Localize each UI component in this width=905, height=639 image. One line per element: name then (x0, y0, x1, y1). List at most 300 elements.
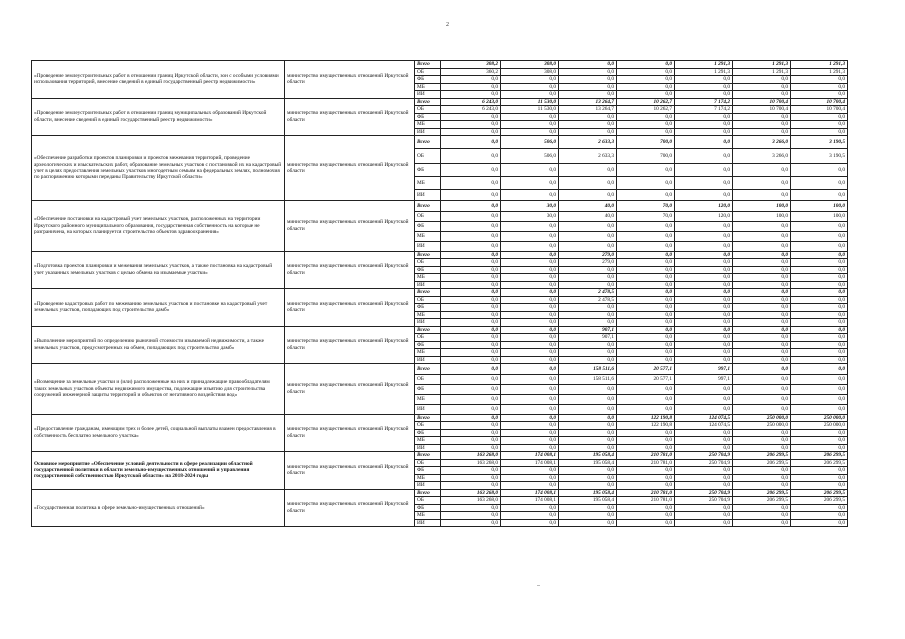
amount-cell: 0,0 (791, 91, 848, 99)
amount-cell: 20 577,1 (617, 364, 675, 375)
page-mark: 2 (446, 22, 449, 28)
amount-cell: 0,0 (791, 221, 848, 231)
funding-source: МБ (415, 311, 441, 319)
amount-cell: 0,0 (501, 177, 559, 190)
amount-cell: 997,1 (675, 374, 733, 384)
funding-source: МБ (415, 349, 441, 357)
amount-cell: 0,0 (733, 113, 791, 121)
amount-cell: 0,0 (733, 467, 791, 475)
amount-cell: 0,0 (675, 341, 733, 349)
amount-cell: 0,0 (791, 341, 848, 349)
amount-cell: 0,0 (617, 177, 675, 190)
amount-cell: 250 704,9 (675, 497, 733, 505)
executor: министерство имущественных отношений Иркутской области (285, 98, 415, 136)
amount-cell: 124 074,5 (675, 422, 733, 430)
amount-cell: 0,0 (733, 83, 791, 91)
amount-cell: 0,0 (501, 274, 559, 282)
funding-source: Всего (415, 364, 441, 375)
amount-cell: 10 700,4 (733, 106, 791, 114)
amount-cell: 0,0 (791, 281, 848, 289)
amount-cell: 0,0 (501, 356, 559, 364)
amount-cell: 0,0 (559, 274, 617, 282)
amount-cell: 907,1 (559, 334, 617, 342)
amount-cell: 0,0 (617, 444, 675, 452)
amount-cell: 0,0 (441, 334, 501, 342)
amount-cell: 0,0 (617, 83, 675, 91)
amount-cell: 0,0 (791, 519, 848, 527)
amount-cell: 0,0 (441, 319, 501, 327)
event-description: Основное мероприятие «Обеспечение условий деятельности в сфере реализации областной государственной политики в области земельно-имущественных отношений и управления государственной собственностью Иркутской области» на 2018-2024 годы (32, 452, 285, 490)
amount-cell: 0,0 (617, 164, 675, 177)
funding-source: ФБ (415, 266, 441, 274)
amount-cell: 0,0 (559, 128, 617, 136)
amount-cell: 308,2 (441, 61, 501, 69)
amount-cell: 0,0 (441, 83, 501, 91)
amount-cell: 0,0 (501, 319, 559, 327)
amount-cell: 0,0 (441, 231, 501, 241)
amount-cell: 0,0 (791, 164, 848, 177)
funding-source: ОБ (415, 497, 441, 505)
amount-cell: 206 299,5 (733, 452, 791, 460)
funding-source: ОБ (415, 211, 441, 221)
funding-source: ФБ (415, 504, 441, 512)
amount-cell: 0,0 (559, 76, 617, 84)
amount-cell: 0,0 (675, 121, 733, 129)
amount-cell: 0,0 (733, 190, 791, 201)
amount-cell: 0,0 (733, 241, 791, 251)
amount-cell: 0,0 (791, 177, 848, 190)
funding-source: ОБ (415, 259, 441, 267)
amount-cell: 0,0 (441, 482, 501, 490)
amount-cell: 100,0 (733, 211, 791, 221)
amount-cell: 0,0 (675, 311, 733, 319)
amount-cell: 2 478,5 (559, 296, 617, 304)
amount-cell: 206 299,5 (791, 452, 848, 460)
amount-cell: 0,0 (501, 326, 559, 334)
amount-cell: 0,0 (675, 304, 733, 312)
amount-cell: 0,0 (675, 482, 733, 490)
table-row (32, 489, 848, 497)
amount-cell: 0,0 (559, 356, 617, 364)
amount-cell: 0,0 (559, 266, 617, 274)
amount-cell: 0,0 (675, 467, 733, 475)
amount-cell: 0,0 (559, 404, 617, 414)
amount-cell: 0,0 (733, 519, 791, 527)
amount-cell: 0,0 (733, 364, 791, 375)
amount-cell: 0,0 (501, 289, 559, 297)
amount-cell: 308,0 (501, 61, 559, 69)
amount-cell: 0,0 (675, 164, 733, 177)
amount-cell: 0,0 (501, 414, 559, 422)
amount-cell: 120,0 (675, 201, 733, 212)
funding-source: Всего (415, 136, 441, 149)
amount-cell: 0,0 (501, 304, 559, 312)
amount-cell: 0,0 (791, 334, 848, 342)
amount-cell: 0,0 (441, 422, 501, 430)
amount-cell: 0,0 (441, 414, 501, 422)
amount-cell: 0,0 (441, 296, 501, 304)
amount-cell: 0,0 (733, 384, 791, 394)
funding-source: Всего (415, 414, 441, 422)
amount-cell: 0,0 (617, 274, 675, 282)
amount-cell: 0,0 (501, 467, 559, 475)
table-row (32, 452, 848, 460)
table-row (32, 61, 848, 69)
amount-cell: 0,0 (675, 334, 733, 342)
amount-cell: 6 243,0 (441, 98, 501, 106)
amount-cell: 0,0 (791, 121, 848, 129)
amount-cell: 0,0 (617, 349, 675, 357)
amount-cell: 0,0 (675, 177, 733, 190)
amount-cell: 163 268,0 (441, 459, 501, 467)
amount-cell: 0,0 (559, 113, 617, 121)
amount-cell: 0,0 (441, 384, 501, 394)
amount-cell: 0,0 (441, 311, 501, 319)
amount-cell: 0,0 (559, 474, 617, 482)
amount-cell: 195 058,4 (559, 489, 617, 497)
amount-cell: 0,0 (501, 311, 559, 319)
amount-cell: 0,0 (501, 83, 559, 91)
amount-cell: 210 781,0 (617, 459, 675, 467)
funding-source: ОБ (415, 68, 441, 76)
amount-cell: 0,0 (501, 76, 559, 84)
funding-source: ФБ (415, 384, 441, 394)
amount-cell: 0,0 (559, 241, 617, 251)
amount-cell: 0,0 (441, 91, 501, 99)
amount-cell: 0,0 (675, 83, 733, 91)
amount-cell: 0,0 (617, 281, 675, 289)
amount-cell: 2 633,3 (559, 136, 617, 149)
funding-source: ИИ (415, 519, 441, 527)
amount-cell: 0,0 (675, 429, 733, 437)
amount-cell: 6 243,0 (441, 106, 501, 114)
amount-cell: 0,0 (441, 304, 501, 312)
amount-cell: 279,0 (559, 259, 617, 267)
amount-cell: 0,0 (791, 76, 848, 84)
amount-cell: 0,0 (617, 334, 675, 342)
table-row (32, 289, 848, 297)
amount-cell: 0,0 (559, 504, 617, 512)
amount-cell: 0,0 (501, 364, 559, 375)
event-description: «Обеспечение постановки на кадастровый учет земельных участков, расположенных на территории Иркутского районного муниципального образования, государственная собственность на которые не разграничена, на которых планируется строительство объектов здравоохранения» (32, 201, 285, 252)
amount-cell: 250 000,0 (791, 414, 848, 422)
amount-cell: 0,0 (501, 422, 559, 430)
amount-cell: 30,0 (501, 201, 559, 212)
amount-cell: 2 478,5 (559, 289, 617, 297)
amount-cell: 0,0 (733, 76, 791, 84)
amount-cell: 100,0 (791, 211, 848, 221)
amount-cell: 0,0 (559, 384, 617, 394)
amount-cell: 0,0 (733, 259, 791, 267)
amount-cell: 195 058,4 (559, 452, 617, 460)
scan-mark (537, 585, 540, 586)
amount-cell: 0,0 (617, 429, 675, 437)
amount-cell: 0,0 (559, 61, 617, 69)
amount-cell: 0,0 (617, 266, 675, 274)
amount-cell: 0,0 (675, 91, 733, 99)
funding-source: Всего (415, 452, 441, 460)
funding-source: ИИ (415, 190, 441, 201)
amount-cell: 0,0 (617, 121, 675, 129)
amount-cell: 0,0 (559, 414, 617, 422)
funding-source: ФБ (415, 113, 441, 121)
amount-cell: 0,0 (441, 467, 501, 475)
funding-source: МБ (415, 437, 441, 445)
amount-cell: 1 291,3 (733, 61, 791, 69)
amount-cell: 0,0 (733, 274, 791, 282)
amount-cell: 0,0 (559, 164, 617, 177)
amount-cell: 0,0 (501, 241, 559, 251)
amount-cell: 0,0 (733, 356, 791, 364)
amount-cell: 0,0 (501, 164, 559, 177)
amount-cell: 0,0 (733, 349, 791, 357)
amount-cell: 308,0 (501, 68, 559, 76)
amount-cell: 0,0 (559, 437, 617, 445)
amount-cell: 0,0 (675, 289, 733, 297)
amount-cell: 0,0 (617, 61, 675, 69)
amount-cell: 0,0 (441, 429, 501, 437)
amount-cell: 0,0 (733, 121, 791, 129)
funding-source: ОБ (415, 459, 441, 467)
amount-cell: 0,0 (791, 289, 848, 297)
amount-cell: 0,0 (733, 289, 791, 297)
amount-cell: 40,0 (559, 211, 617, 221)
amount-cell: 0,0 (733, 164, 791, 177)
amount-cell: 0,0 (791, 266, 848, 274)
amount-cell: 506,0 (501, 136, 559, 149)
amount-cell: 40,0 (559, 201, 617, 212)
amount-cell: 0,0 (791, 296, 848, 304)
amount-cell: 0,0 (441, 211, 501, 221)
amount-cell: 10 262,7 (617, 106, 675, 114)
amount-cell: 0,0 (501, 394, 559, 404)
event-description: «Подготовка проектов планировки и межевания земельных участков, а также постановка на кадастровый учет указанных земельных участков с целью обмена на изымаемые участки» (32, 251, 285, 289)
amount-cell: 0,0 (733, 304, 791, 312)
amount-cell: 11 530,0 (501, 98, 559, 106)
amount-cell: 0,0 (559, 231, 617, 241)
amount-cell: 0,0 (733, 444, 791, 452)
amount-cell: 3 266,0 (733, 136, 791, 149)
amount-cell: 0,0 (441, 404, 501, 414)
amount-cell: 0,0 (791, 190, 848, 201)
amount-cell: 0,0 (675, 296, 733, 304)
amount-cell: 0,0 (791, 349, 848, 357)
amount-cell: 0,0 (791, 259, 848, 267)
amount-cell: 0,0 (501, 482, 559, 490)
amount-cell: 0,0 (791, 128, 848, 136)
amount-cell: 163 268,0 (441, 452, 501, 460)
funding-source: Всего (415, 98, 441, 106)
funding-source: ФБ (415, 164, 441, 177)
amount-cell: 10 262,7 (617, 98, 675, 106)
amount-cell: 1 291,3 (675, 61, 733, 69)
amount-cell: 206 299,5 (733, 459, 791, 467)
amount-cell: 0,0 (501, 231, 559, 241)
table-row (32, 364, 848, 375)
table-row (32, 201, 848, 212)
amount-cell: 0,0 (733, 437, 791, 445)
amount-cell: 0,0 (791, 404, 848, 414)
amount-cell: 158 511,6 (559, 374, 617, 384)
amount-cell: 0,0 (733, 504, 791, 512)
amount-cell: 0,0 (733, 404, 791, 414)
amount-cell: 0,0 (733, 266, 791, 274)
amount-cell: 0,0 (733, 334, 791, 342)
amount-cell: 0,0 (501, 334, 559, 342)
amount-cell: 997,1 (675, 364, 733, 375)
amount-cell: 206 299,5 (791, 459, 848, 467)
amount-cell: 0,0 (501, 349, 559, 357)
amount-cell: 0,0 (617, 113, 675, 121)
funding-source: Всего (415, 489, 441, 497)
amount-cell: 0,0 (733, 474, 791, 482)
amount-cell: 0,0 (559, 83, 617, 91)
amount-cell: 250 000,0 (733, 422, 791, 430)
amount-cell: 0,0 (675, 504, 733, 512)
executor: министерство имущественных отношений Иркутской области (285, 326, 415, 364)
amount-cell: 0,0 (501, 504, 559, 512)
amount-cell: 3 190,5 (791, 149, 848, 164)
amount-cell: 174 008,1 (501, 452, 559, 460)
funding-source: МБ (415, 394, 441, 404)
funding-source: ФБ (415, 304, 441, 312)
amount-cell: 100,0 (733, 201, 791, 212)
funding-source: Всего (415, 326, 441, 334)
amount-cell: 0,0 (791, 356, 848, 364)
amount-cell: 0,0 (733, 281, 791, 289)
amount-cell: 0,0 (791, 482, 848, 490)
amount-cell: 0,0 (617, 76, 675, 84)
amount-cell: 10 700,4 (791, 106, 848, 114)
amount-cell: 0,0 (791, 474, 848, 482)
amount-cell: 0,0 (441, 221, 501, 231)
executor: министерство имущественных отношений Иркутской области (285, 489, 415, 527)
amount-cell: 0,0 (733, 341, 791, 349)
amount-cell: 3 190,5 (791, 136, 848, 149)
amount-cell: 0,0 (441, 341, 501, 349)
amount-cell: 0,0 (675, 274, 733, 282)
amount-cell: 0,0 (733, 394, 791, 404)
amount-cell: 0,0 (501, 474, 559, 482)
executor: министерство имущественных отношений Иркутской области (285, 452, 415, 490)
amount-cell: 0,0 (501, 266, 559, 274)
amount-cell: 0,0 (675, 394, 733, 404)
amount-cell: 0,0 (617, 394, 675, 404)
amount-cell: 0,0 (791, 374, 848, 384)
amount-cell: 0,0 (617, 259, 675, 267)
amount-cell: 0,0 (441, 266, 501, 274)
amount-cell: 0,0 (559, 394, 617, 404)
amount-cell: 0,0 (559, 341, 617, 349)
amount-cell: 0,0 (733, 319, 791, 327)
amount-cell: 0,0 (733, 251, 791, 259)
funding-source: ФБ (415, 467, 441, 475)
amount-cell: 0,0 (501, 113, 559, 121)
amount-cell: 0,0 (617, 190, 675, 201)
funding-source: ОБ (415, 422, 441, 430)
amount-cell: 250 000,0 (733, 414, 791, 422)
amount-cell: 0,0 (733, 128, 791, 136)
amount-cell: 0,0 (733, 326, 791, 334)
amount-cell: 0,0 (791, 311, 848, 319)
amount-cell: 0,0 (559, 68, 617, 76)
funding-source: Всего (415, 201, 441, 212)
amount-cell: 0,0 (501, 296, 559, 304)
amount-cell: 0,0 (441, 251, 501, 259)
amount-cell: 0,0 (441, 474, 501, 482)
funding-source: Всего (415, 289, 441, 297)
amount-cell: 163 268,0 (441, 497, 501, 505)
amount-cell: 0,0 (733, 374, 791, 384)
amount-cell: 250 704,9 (675, 489, 733, 497)
amount-cell: 0,0 (791, 113, 848, 121)
amount-cell: 0,0 (501, 281, 559, 289)
amount-cell: 0,0 (791, 241, 848, 251)
amount-cell: 0,0 (791, 326, 848, 334)
amount-cell: 210 781,0 (617, 497, 675, 505)
amount-cell: 0,0 (675, 349, 733, 357)
amount-cell: 11 530,0 (501, 106, 559, 114)
event-description: «Возмещение за земельные участки и (или) расположенные на них и принадлежащие правообладателям таких земельных участков объекты недвижимого имущества, подлежащие изъятию для строительства сооружений инженерной защиты территорий и объектов от негативного воздействия вод» (32, 364, 285, 415)
amount-cell: 0,0 (441, 512, 501, 520)
amount-cell: 0,0 (675, 512, 733, 520)
amount-cell: 0,0 (559, 91, 617, 99)
amount-cell: 0,0 (441, 76, 501, 84)
amount-cell: 0,0 (675, 221, 733, 231)
amount-cell: 0,0 (501, 91, 559, 99)
amount-cell: 907,1 (559, 326, 617, 334)
amount-cell: 0,0 (559, 519, 617, 527)
amount-cell: 0,0 (559, 177, 617, 190)
amount-cell: 206 299,5 (791, 497, 848, 505)
amount-cell: 1 291,3 (791, 61, 848, 69)
amount-cell: 0,0 (501, 341, 559, 349)
amount-cell: 0,0 (441, 356, 501, 364)
funding-source: ИИ (415, 91, 441, 99)
amount-cell: 0,0 (675, 384, 733, 394)
funding-source: ФБ (415, 76, 441, 84)
amount-cell: 13 264,7 (559, 98, 617, 106)
amount-cell: 0,0 (733, 311, 791, 319)
amount-cell: 206 299,5 (733, 497, 791, 505)
amount-cell: 0,0 (501, 190, 559, 201)
amount-cell: 0,0 (441, 190, 501, 201)
event-description: «Государственная политика в сфере земельно-имущественных отношений» (32, 489, 285, 527)
amount-cell: 250 000,0 (791, 422, 848, 430)
amount-cell: 0,0 (675, 404, 733, 414)
funding-source: ОБ (415, 106, 441, 114)
amount-cell: 0,0 (791, 512, 848, 520)
amount-cell: 0,0 (675, 356, 733, 364)
amount-cell: 0,0 (733, 429, 791, 437)
amount-cell: 0,0 (617, 91, 675, 99)
event-description: «Проведение землеустроительных работ в отношении границ Иркутской области, зон с особыми условиями использования территорий, внесение сведений в единый государственный реестр недвижимости» (32, 61, 285, 99)
amount-cell: 0,0 (441, 444, 501, 452)
amount-cell: 0,0 (559, 311, 617, 319)
amount-cell: 174 008,1 (501, 489, 559, 497)
amount-cell: 0,0 (559, 512, 617, 520)
amount-cell: 0,0 (441, 177, 501, 190)
amount-cell: 0,0 (733, 91, 791, 99)
amount-cell: 0,0 (791, 429, 848, 437)
amount-cell: 0,0 (675, 519, 733, 527)
amount-cell: 0,0 (501, 259, 559, 267)
amount-cell: 0,0 (441, 121, 501, 129)
executor: министерство имущественных отношений Иркутской области (285, 61, 415, 99)
amount-cell: 0,0 (791, 444, 848, 452)
budget-table (31, 60, 848, 527)
amount-cell: 0,0 (675, 251, 733, 259)
